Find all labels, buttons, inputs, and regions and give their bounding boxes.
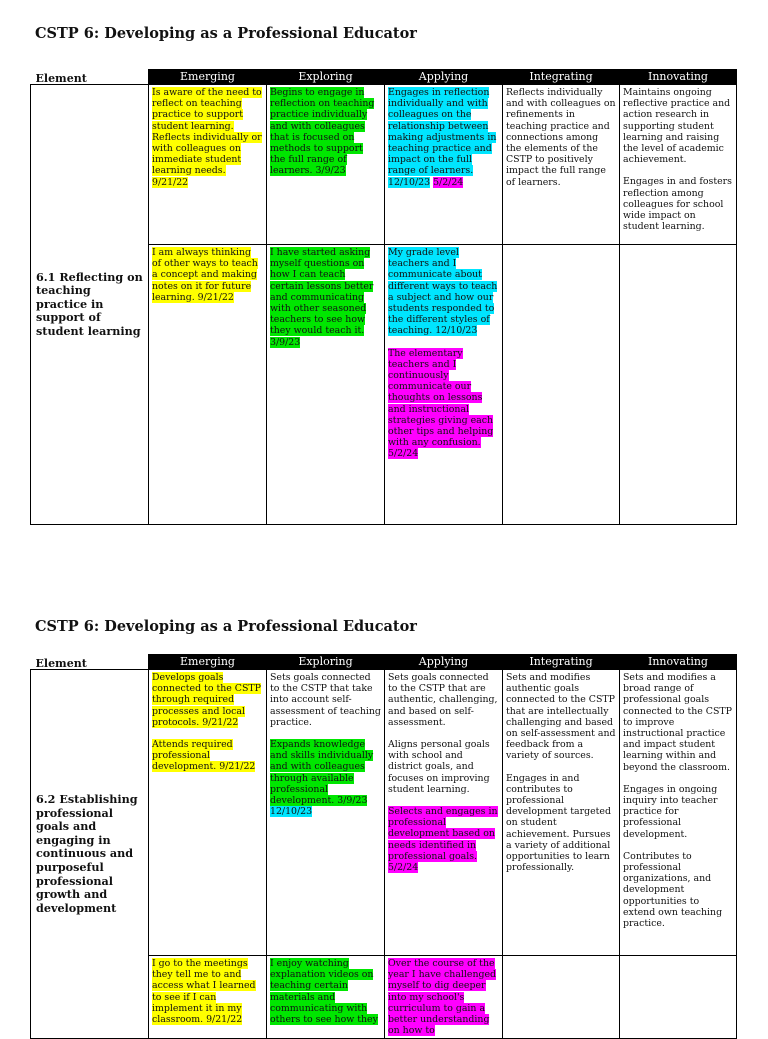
evidence-integrating (503, 245, 620, 525)
rubric-integrating-text-2: Engages in and contributes to professional development targeted on student achievement. Pursues a variety of additional opportunities to learn professionally. (506, 772, 611, 874)
evidence-applying-text-2: The elementary teachers and I continuously communicate our thoughts on lessons and instructional strategies giving each other tips and helping with any confusion. 5/2/24 (388, 347, 494, 460)
page-title-1: CSTP 6: Developing as a Professional Educator (35, 25, 417, 42)
header-integrating: Integrating (503, 655, 620, 670)
evidence-exploring (267, 245, 385, 525)
rubric-applying-text-1: Sets goals connected to the CSTP that are authentic, challenging, and based on self-assessment. (388, 672, 498, 728)
rubric-emerging-text-1: Develops goals connected to the CSTP through required processes and local protocols. 9/21/22 (152, 672, 261, 728)
header-emerging: Emerging (149, 70, 267, 85)
rubric-applying-text-3: Selects and engages in professional development based on needs identified in professional goals. 5/2/24 (388, 806, 498, 874)
rubric-applying-date: 5/2/24 (433, 176, 464, 188)
rubric-exploring-text-1: Sets goals connected to the CSTP that take into account self-assessment of teaching practice. (270, 672, 381, 728)
rubric-exploring (267, 670, 385, 956)
rubric-innovating (620, 670, 737, 956)
evidence-emerging-text: I am always thinking of other ways to teach a concept and making notes on it for future learning. 9/21/22 (152, 247, 258, 303)
header-integrating: Integrating (503, 70, 620, 85)
rubric-innovating-text-1: Sets and modifies a broad range of professional goals connected to the CSTP to improve instructional practice and impact student learning within and beyond the classroom. (623, 672, 732, 773)
evidence-emerging (149, 956, 267, 1039)
header-applying: Applying (385, 655, 503, 670)
rubric-integrating (503, 85, 620, 245)
evidence-applying-text: Over the course of the year I have challenged myself to dig deeper into my school's curriculum to gain a better understanding on how to (388, 958, 497, 1037)
evidence-exploring-text: I have started asking myself questions on how I can teach certain lessons better and communicating with other seasoned teachers to see how they would teach it. 3/9/23 (270, 247, 374, 348)
evidence-exploring (267, 956, 385, 1039)
element-header: Element (35, 71, 87, 85)
rubric-emerging-text: Is aware of the need to reflect on teaching practice to support student learning. Reflects individually or with colleagues on immediate student learning needs. 9/21/22 (152, 87, 262, 188)
rubric-exploring-text-2: Expands knowledge and skills individually and with colleagues through available professional development. 3/9/23 (270, 739, 374, 807)
header-applying: Applying (385, 70, 503, 85)
rubric-applying-text-2: Aligns personal goals with school and district goals, and focuses on improving student learning. (388, 739, 490, 795)
rubric-integrating-text-1: Sets and modifies authentic goals connected to the CSTP that are intellectually challenging and based on self-assessment and feedback from a variety of sources. (506, 672, 616, 762)
rubric-exploring-date: 12/10/23 (270, 806, 313, 818)
rubric-innovating-text-3: Contributes to professional organizations, and development opportunities to extend own teaching practice. (623, 850, 723, 930)
element-name-6-2: 6.2 Establishing professional goals and engaging in continuous and purposeful professional growth and development (31, 670, 149, 1039)
header-exploring: Exploring (267, 70, 385, 85)
evidence-emerging (149, 245, 267, 525)
evidence-integrating (503, 956, 620, 1039)
evidence-applying (385, 956, 503, 1039)
rubric-emerging-text-2: Attends required professional development. 9/21/22 (152, 739, 256, 773)
evidence-applying-text-1: My grade level teachers and I communicate about different ways to teach a subject and how our students responded to the different styles of teaching. 12/10/23 (388, 247, 498, 337)
rubric-integrating (503, 670, 620, 956)
evidence-innovating (620, 956, 737, 1039)
rubric-innovating (620, 85, 737, 245)
header-exploring: Exploring (267, 655, 385, 670)
rubric-innovating-text-2: Engages in and fosters reflection among colleagues for school wide impact on student learning. (623, 176, 732, 233)
element-header: Element (35, 656, 87, 670)
rubric-applying-text: Engages in reflection individually and with colleagues on the relationship between making adjustments in teaching practice and impact on the full range of learners. 12/10/23 (388, 87, 497, 188)
header-innovating: Innovating (620, 70, 737, 85)
header-emerging: Emerging (149, 655, 267, 670)
rubric-innovating-text-1: Maintains ongoing reflective practice and action research in supporting student learning and raising the level of academic achievement. (623, 87, 731, 166)
rubric-exploring-text: Begins to engage in reflection on teaching practice individually and with colleagues that is focused on methods to support the full range of learners. 3/9/23 (270, 87, 375, 177)
evidence-emerging-text: I go to the meetings they tell me to and access what I learned to see if I can implement it in my classroom. 9/21/22 (152, 958, 256, 1026)
rubric-table-6-2 (30, 654, 737, 1039)
evidence-applying (385, 245, 503, 525)
page-title-2: CSTP 6: Developing as a Professional Educator (35, 618, 417, 635)
rubric-innovating-text-2: Engages in ongoing inquiry into teacher practice for professional development. (623, 783, 718, 840)
rubric-exploring (267, 85, 385, 245)
rubric-applying (385, 85, 503, 245)
element-name-6-1: 6.1 Reflecting on teaching practice in support of student learning (31, 85, 149, 525)
rubric-applying (385, 670, 503, 956)
header-innovating: Innovating (620, 655, 737, 670)
rubric-integrating-text: Reflects individually and with colleagues on refinements in teaching practice and connections among the elements of the CSTP to positively impact the full range of learners. (506, 87, 616, 188)
rubric-emerging (149, 85, 267, 245)
evidence-innovating (620, 245, 737, 525)
rubric-emerging (149, 670, 267, 956)
rubric-table-6-1 (30, 69, 737, 525)
evidence-exploring-text: I enjoy watching explanation videos on teaching certain materials and communicating with others to see how they (270, 958, 378, 1026)
